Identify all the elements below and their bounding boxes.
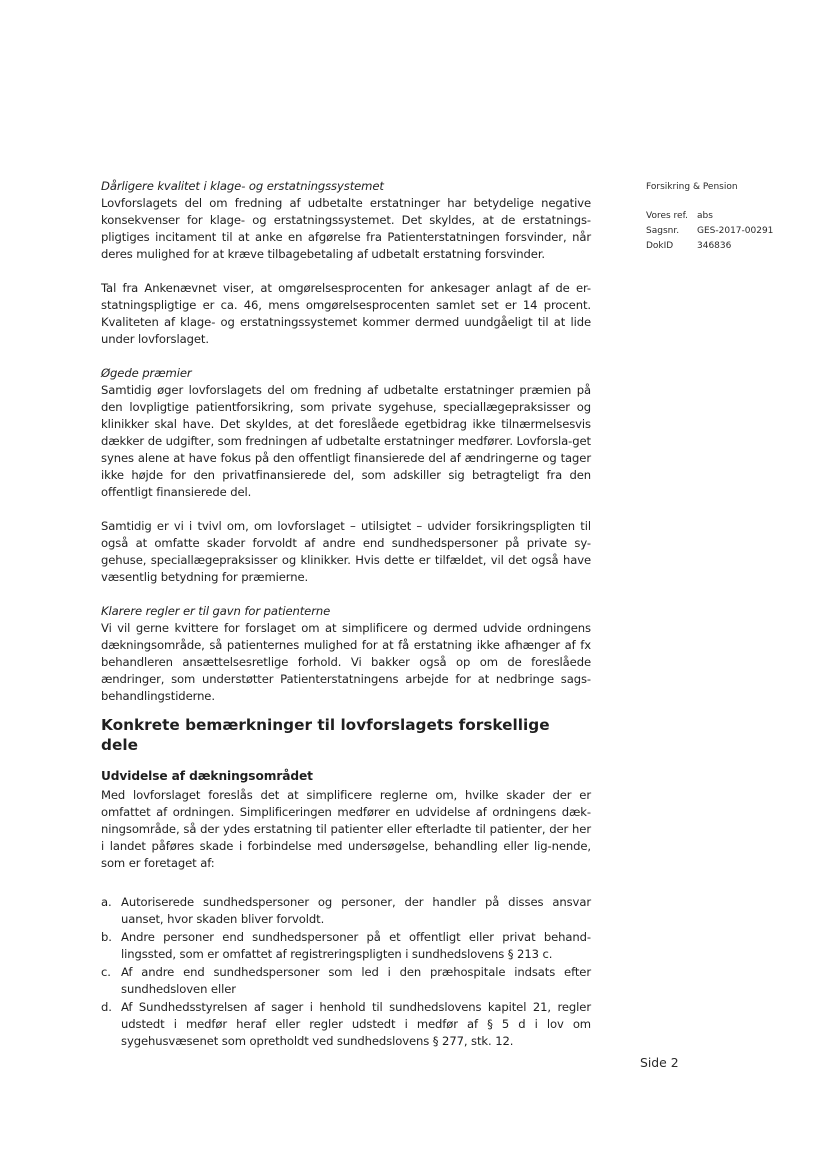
meta-key: Vores ref. [646, 211, 688, 221]
paragraph: Vi vil gerne kvittere for forslaget om at simplificere og dermed udvide ordningens dækningsområde, så patienternes mulighed for at få erstatning ikke afhænger af fx behandleren ansættelsesretlige forhold. Vi bakker også op om de foreslåede ændringer, som understøtter Patienterstatningens arbejde for at nedbringe sags-behandlingstiderne. [101, 621, 591, 703]
letterhead-sidebar [646, 180, 806, 254]
meta-row [646, 209, 806, 224]
meta-key: Sagsnr. [646, 226, 680, 236]
list-item [101, 999, 591, 1050]
list-marker: d. [101, 1000, 112, 1014]
paragraph: Samtidig er vi i tvivl om, om lovforslaget – utilsigtet – udvider forsikringspligten til også at omfatte skader forvoldt af andre end sundhedspersoner på private sy-gehuse, speciallægepraksisser og klinikker. Hvis dette er tilfældet, vil det også have væsentlig betydning for præmierne. [101, 519, 591, 584]
paragraph: Med lovforslaget foreslås det at simplificere reglerne om, hvilke skader der er omfattet af ordningen. Simplificeringen medfører en udvidelse af ordningens dæk-ningsområde, så der ydes erstatning til patienter eller efterladte til patienter, der her i landet påføres skade i forbindelse med undersøgelse, behandling eller lig-nende, som er foretaget af: [101, 788, 591, 870]
paragraph: Samtidig øger lovforslagets del om fredning af udbetalte erstatninger præmien på den lovpligtige patientforsikring, som private sygehuse, speciallægepraksisser og klinikker skal have. Det skyldes, at det foreslåede egetbidrag ikke tilnærmelsesvis dækker de udgifter, som fredningen af udbetalte erstatninger medfører. Lovforsla-get synes alene at have fokus på den offentligt finansierede del af ændringerne og tager ikke højde for den privatfinansierede del, som adskiller sig betragteligt fra den offentligt finansierede del. [101, 383, 591, 499]
paragraph: Tal fra Ankenævnet viser, at omgørelsesprocenten for ankesager anlagt af de er-statningspligtige er ca. 46, mens omgørelsesprocenten samlet set er 14 procent. Kvaliteten af klage- og erstatningssystemet kommer dermed uundgåeligt til at lide under lovforslaget. [101, 281, 591, 346]
paragraph: Lovforslagets del om fredning af udbetalte erstatninger har betydelige negative konsekvenser for klage- og erstatningssystemet. Det skyldes, at de erstatnings-pligtiges incitament til at anke en afgørelse fra Patienterstatningen forsvinder, når deres mulighed for at kræve tilbagebetaling af udbetalt erstatning forsvinder. [101, 196, 591, 261]
list-item [101, 929, 591, 963]
list-item-text: Andre personer end sundhedspersoner på et offentligt eller privat behand-lingssted, som er omfattet af registreringspligten i sundhedslovens § 213 c. [121, 930, 591, 961]
section-title-specific-remarks: Konkrete bemærkninger til lovforslagets forskellige dele [101, 716, 550, 754]
organization-name: Forsikring & Pension [646, 182, 738, 192]
section-heading-clearer-rules: Klarere regler er til gavn for patienterne [101, 604, 331, 618]
main-column [101, 178, 591, 1051]
meta-value: GES-2017-00291 [697, 226, 774, 236]
meta-row [646, 224, 806, 239]
meta-key: DokID [646, 241, 674, 251]
page-number: Side 2 [640, 1055, 679, 1070]
list-marker: c. [101, 965, 111, 979]
list-item-text: Af Sundhedsstyrelsen af sager i henhold til sundhedslovens kapitel 21, regler udstedt i medfør heraf eller regler udstedt i medfør af § 5 d i lov om sygehusvæsenet som opretholdt ved sundhedslovens § 277, stk. 12. [121, 1000, 591, 1048]
meta-value: 346836 [697, 241, 732, 251]
meta-value: abs [697, 211, 713, 221]
list-item-text: Af andre end sundhedspersoner som led i den præhospitale indsats efter sundhedsloven eller [121, 965, 591, 996]
section-heading-premiums: Øgede præmier [101, 366, 192, 380]
list-item [101, 894, 591, 928]
list-marker: b. [101, 930, 112, 944]
subheading-coverage: Udvidelse af dækningsområdet [101, 769, 313, 783]
list-item [101, 964, 591, 998]
coverage-list [101, 894, 591, 1050]
section-heading-quality: Dårligere kvalitet i klage- og erstatningssystemet [101, 179, 384, 193]
list-item-text: Autoriserede sundhedspersoner og personer, der handler på disses ansvar uanset, hvor skaden bliver forvoldt. [121, 895, 591, 926]
meta-row [646, 239, 806, 254]
list-marker: a. [101, 895, 112, 909]
